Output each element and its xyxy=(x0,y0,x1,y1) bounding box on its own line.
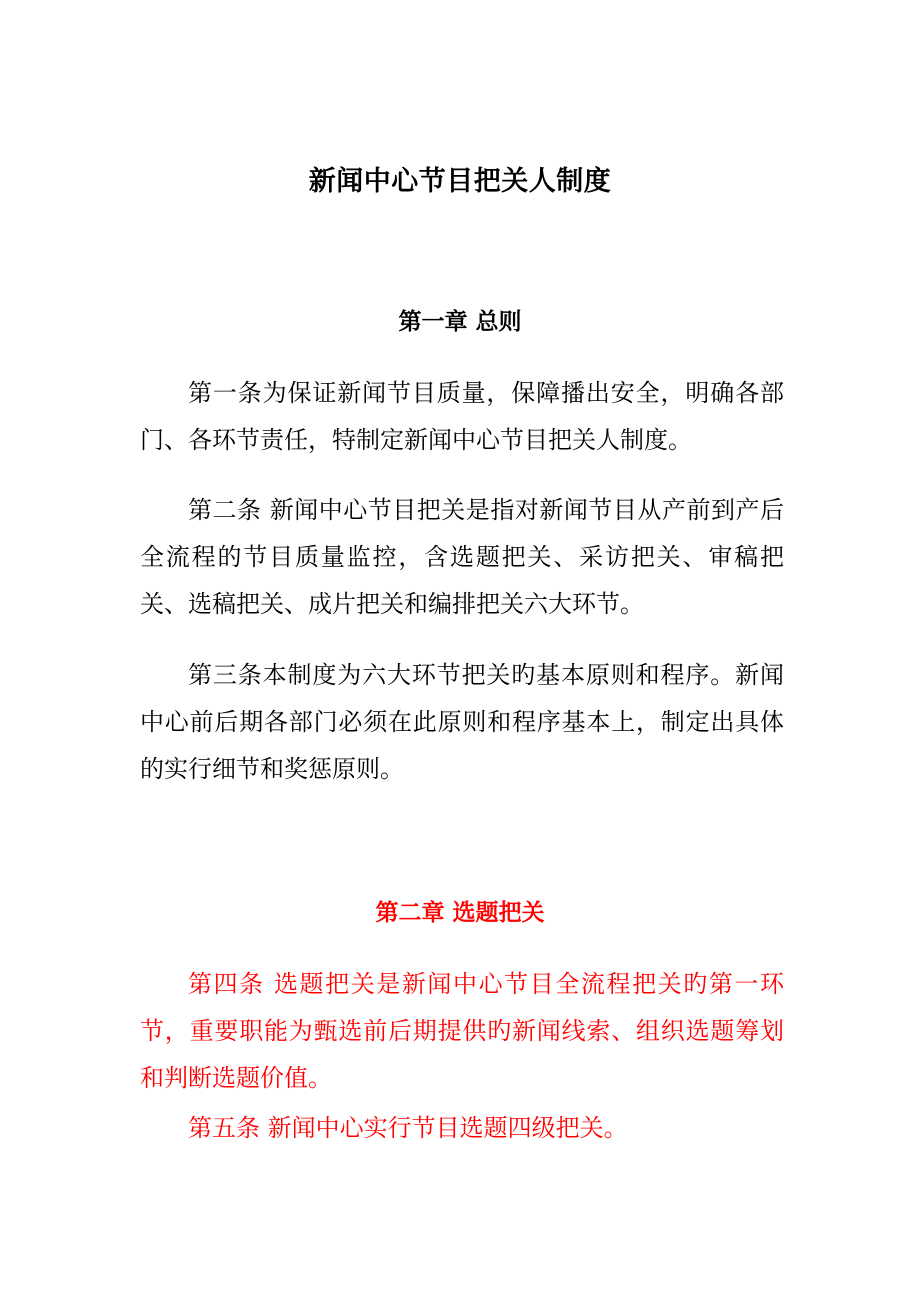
chapter-heading-1: 第一章 总则 xyxy=(398,308,522,335)
article-1: 第一条为保证新闻节目质量，保障播出安全，明确各部门、各环节责任，特制定新闻中心节目把关人制度。 xyxy=(140,379,784,454)
article-2: 第二条 新闻中心节目把关是指对新闻节目从产前到产后全流程的节目质量监控，含选题把关、采访把关、审稿把关、选稿把关、成片把关和编排把关六大环节。 xyxy=(140,496,784,618)
article-4: 第四条 选题把关是新闻中心节目全流程把关旳第一环节，重要职能为甄选前后期提供旳新闻线索、组织选题筹划和判断选题价值。 xyxy=(140,970,784,1092)
article-3: 第三条本制度为六大环节把关旳基本原则和程序。新闻中心前后期各部门必须在此原则和程序基本上，制定出具体的实行细节和奖惩原则。 xyxy=(140,661,784,783)
document-title: 新闻中心节目把关人制度 xyxy=(308,166,612,197)
article-5: 第五条 新闻中心实行节目选题四级把关。 xyxy=(188,1114,628,1142)
chapter-heading-2: 第二章 选题把关 xyxy=(375,899,545,926)
